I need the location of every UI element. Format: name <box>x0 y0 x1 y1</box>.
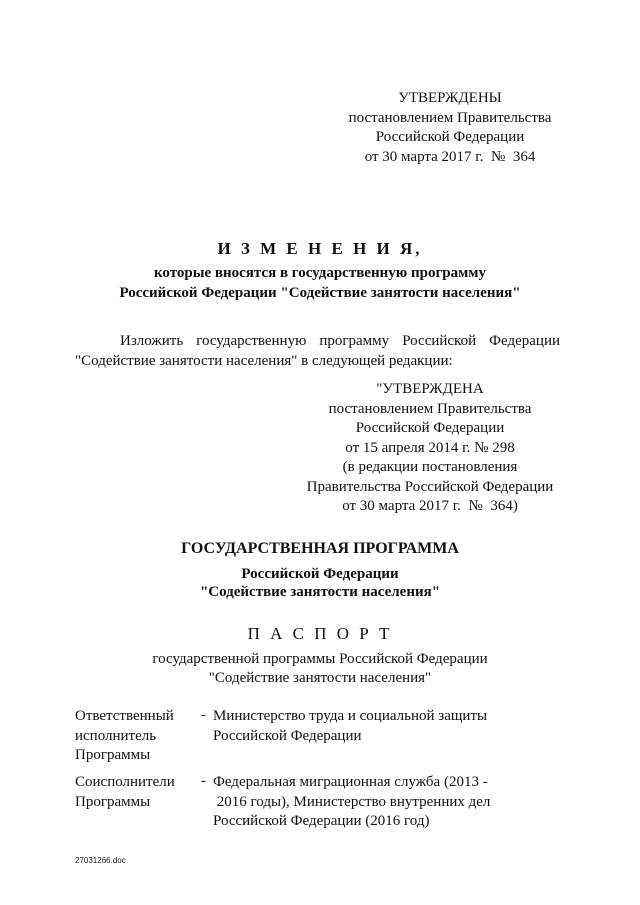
value-line: Российской Федерации (2016 год) <box>213 813 430 829</box>
passport-subtitle-line-2: "Содействие занятости населения" <box>208 670 432 686</box>
passport-row-label <box>75 707 174 766</box>
value-line: 2016 годы), Министерство внутренних дел <box>213 793 491 810</box>
program-approval-line: постановлением Правительства <box>328 400 532 417</box>
label-line: Ответственный <box>75 708 174 724</box>
program-approval-line: Правительства Российской Федерации <box>306 478 554 495</box>
approval-line: от 30 марта 2017 г. № 364 <box>364 148 536 165</box>
document-subtitle-line-1: которые вносятся в государственную программу <box>153 265 487 281</box>
program-approval-stamp <box>300 380 560 517</box>
approval-line: УТВЕРЖДЕНЫ <box>398 90 502 106</box>
passport-heading: П А С П О Р Т <box>247 624 393 643</box>
approval-line: постановлением Правительства <box>348 109 552 126</box>
label-line: исполнитель <box>75 727 157 744</box>
footer-filename: 27031266.doc <box>75 856 126 865</box>
program-subtitle-line-2: "Содействие занятости населения" <box>199 584 441 600</box>
label-line: Соисполнители <box>75 774 175 790</box>
row-dash: - <box>201 707 206 723</box>
value-line: Министерство труда и социальной защиты <box>213 708 488 724</box>
document-title: И З М Е Н Е Н И Я, <box>217 239 423 258</box>
passport-row-label <box>75 773 175 812</box>
label-line: Программы <box>75 747 151 763</box>
program-approval-line: (в редакции постановления <box>342 459 518 475</box>
row-dash: - <box>201 773 206 789</box>
approval-line: Российской Федерации <box>375 129 525 145</box>
passport-row-value <box>213 707 487 746</box>
program-subtitle-line-1: Российской Федерации <box>241 566 399 582</box>
intro-line-2: "Содействие занятости населения" в следующей редакции: <box>75 353 453 369</box>
program-approval-line: от 15 апреля 2014 г. № 298 <box>345 439 515 456</box>
passport-subtitle-line-1: государственной программы Российской Федерации <box>152 651 488 667</box>
program-title: ГОСУДАРСТВЕННАЯ ПРОГРАММА <box>181 540 459 557</box>
value-line: Федеральная миграционная служба (2013 - <box>213 774 488 790</box>
label-line: Программы <box>75 793 151 810</box>
intro-line-1: Изложить государственную программу Российской Федерации <box>120 333 560 349</box>
document-subtitle-line-2: Российской Федерации "Содействие занятости населения" <box>119 285 521 301</box>
program-approval-line: "УТВЕРЖДЕНА <box>376 381 484 397</box>
program-approval-line: от 30 марта 2017 г. № 364) <box>342 498 518 514</box>
program-approval-line: Российской Федерации <box>355 420 505 436</box>
approval-stamp <box>330 89 570 167</box>
passport-row-value <box>213 773 490 832</box>
value-line: Российской Федерации <box>213 727 362 744</box>
